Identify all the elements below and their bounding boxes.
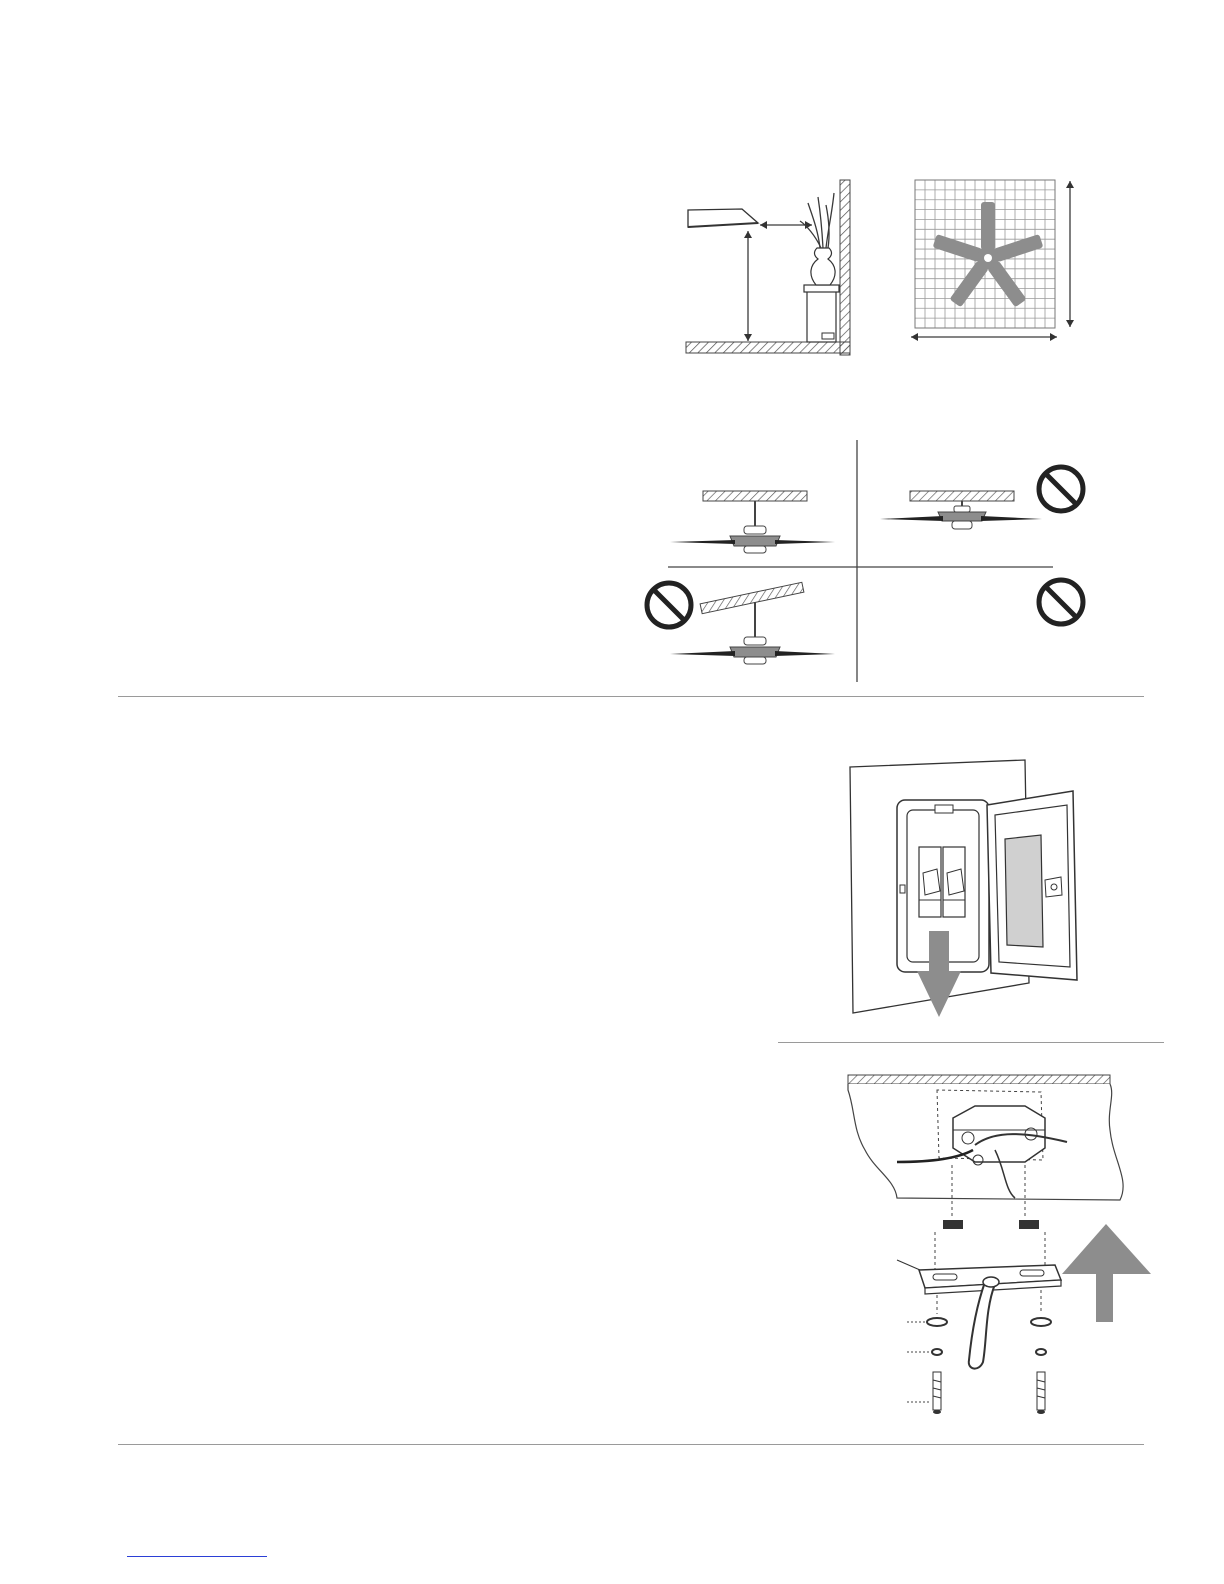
prohibited-icon (647, 583, 691, 627)
arrow-up-icon (1062, 1224, 1151, 1322)
figure-divider (778, 1042, 1164, 1043)
wall (840, 180, 850, 355)
footer-link-underline[interactable] (127, 1556, 267, 1557)
floor (686, 342, 850, 353)
door-label-panel (1005, 835, 1043, 947)
room-grid-top-view-figure (905, 175, 1085, 350)
section-divider (118, 696, 1144, 697)
prohibited-icon (1039, 580, 1083, 624)
clearance-side-view-figure (680, 175, 860, 360)
mounting-bracket-figure (845, 1070, 1145, 1420)
prohibited-icon (1039, 467, 1083, 511)
vase (811, 248, 835, 285)
sloped-ceiling-prohibited (670, 582, 835, 664)
mounting-screws (933, 1372, 1045, 1414)
flat-ceiling-fan-ok (670, 491, 835, 553)
mounting-angle-figure (640, 440, 1100, 685)
close-mount-prohibited (880, 491, 1042, 529)
section-divider (118, 1444, 1144, 1445)
fan-top-view (933, 202, 1044, 307)
door-latch (1045, 877, 1062, 897)
hook (969, 1282, 995, 1369)
breaker-panel-figure (845, 755, 1095, 1025)
